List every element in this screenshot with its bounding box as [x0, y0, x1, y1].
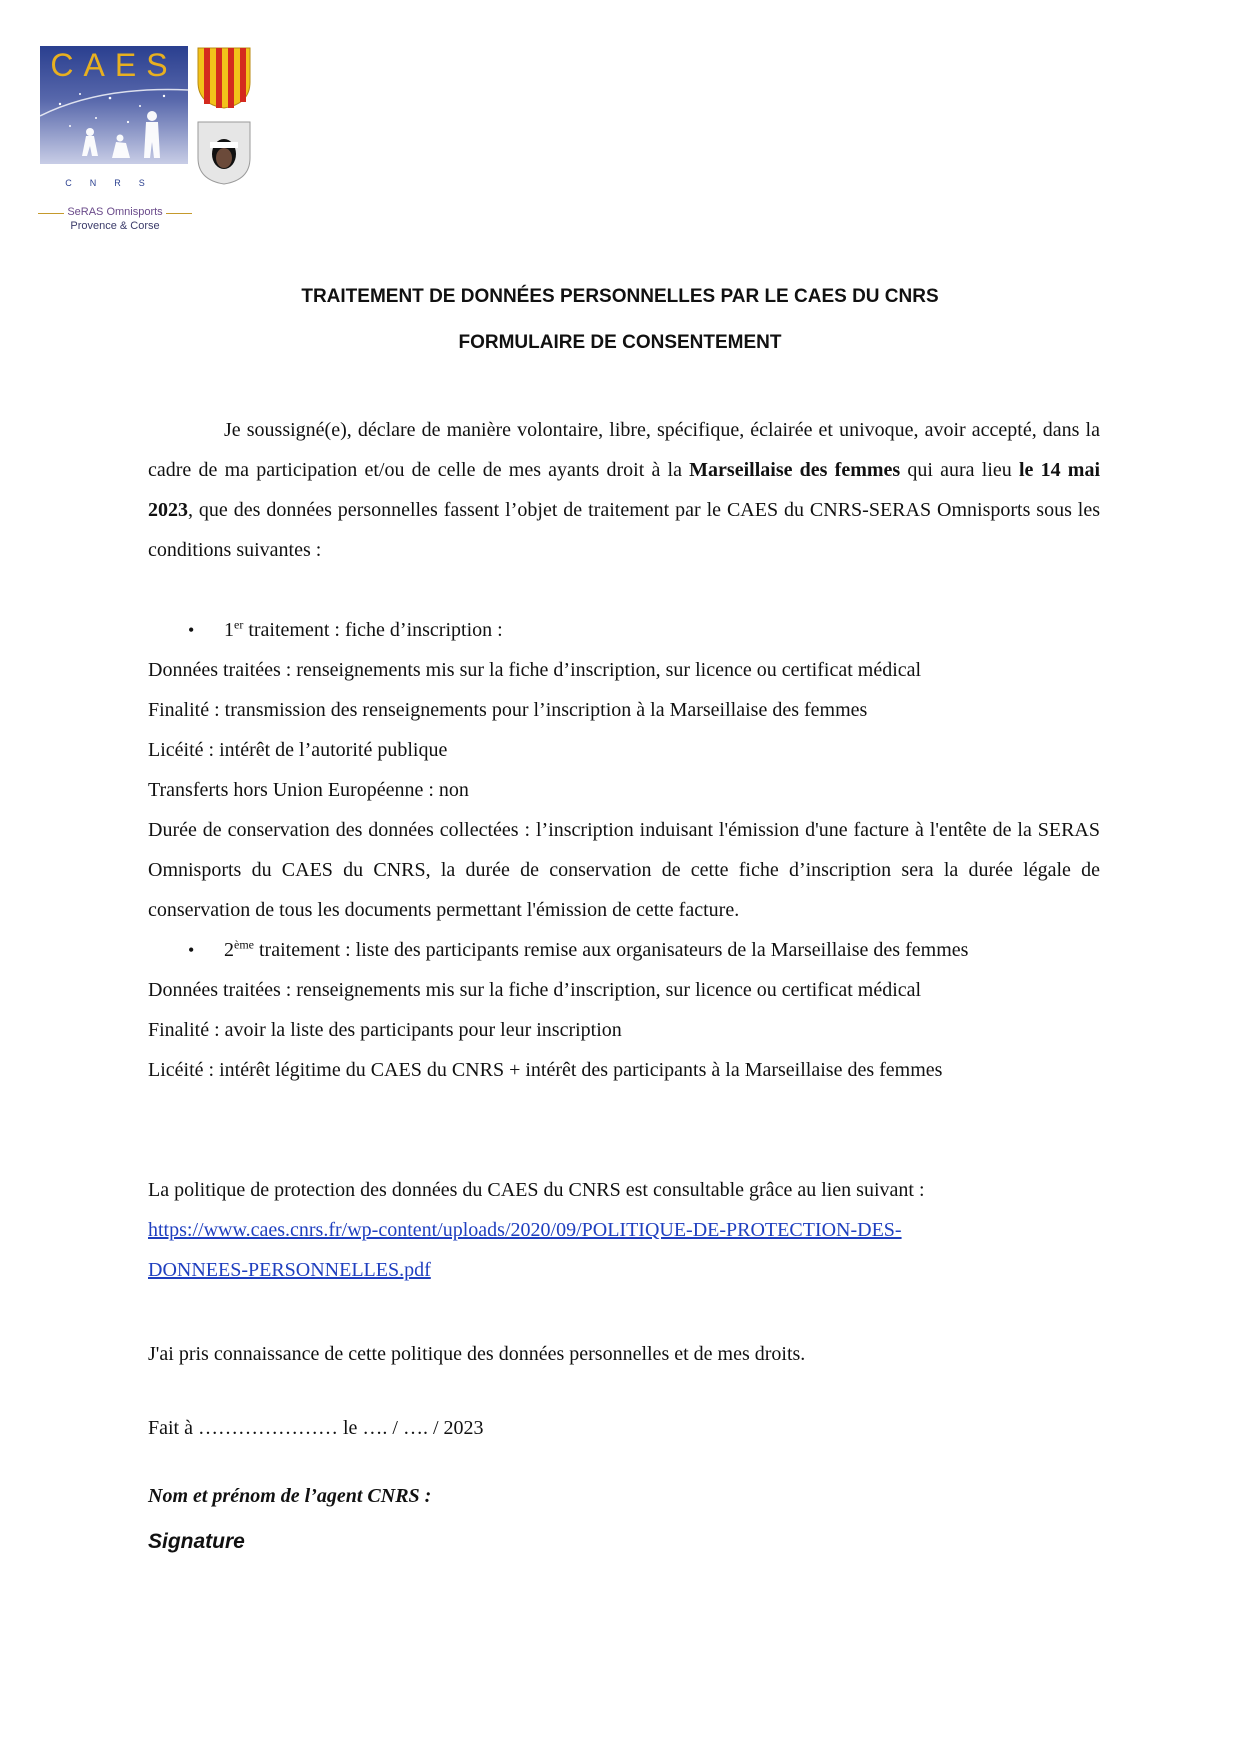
caes-cnrs-logo: [40, 46, 188, 194]
place-date-line: Fait à ………………… le …. / …. / 2023: [148, 1417, 484, 1439]
treatment-2-liceite: Licéité : intérêt légitime du CAES du CNRS + intérêt des participants à la Marseillaise des femmes: [148, 1059, 943, 1081]
event-name: Marseillaise des femmes: [689, 459, 901, 481]
treatment-1-duree: Durée de conservation des données collectées : l’inscription induisant l'émission d'une facture à l'entête de la SERAS Omnisports du CAES du CNRS, la durée de conservation de cette fiche d’inscription sera la durée légale de conservation de tous les documents permettant l'émission de cette facture.: [148, 819, 1100, 921]
bullet-icon: •: [188, 940, 195, 960]
document-subtitle: FORMULAIRE DE CONSENTEMENT: [458, 332, 782, 353]
treatments-section: [148, 610, 1100, 1090]
corsica-coat-of-arms-icon: [196, 120, 252, 186]
treatment-1-heading: • 1er traitement : fiche d’inscription :: [148, 610, 1100, 650]
treatment-2-heading: • 2ème traitement : liste des participants remise aux organisateurs de la Marseillaise des femmes: [148, 930, 1100, 970]
treatment-2-donnees: Données traitées : renseignements mis sur la fiche d’inscription, sur licence ou certificat médical: [148, 979, 922, 1001]
intro-text-1: Je soussigné(e), déclare de manière volontaire, libre, spécifique, éclairée et univoque, avoir accepté, dans la cadre de ma participation et/ou de celle de mes ayants droit à la: [148, 419, 1100, 481]
treatment-1-transferts: Transferts hors Union Européenne : non: [148, 779, 469, 801]
caes-logo-text: CAES: [50, 47, 178, 83]
policy-paragraph: [148, 1170, 1100, 1290]
acknowledgement-text: J'ai pris connaissance de cette politique des données personnelles et de mes droits.: [148, 1343, 806, 1365]
treatment-1-finalite: Finalité : transmission des renseignements pour l’inscription à la Marseillaise des femmes: [148, 699, 868, 721]
treatment-1-liceite: Licéité : intérêt de l’autorité publique: [148, 739, 448, 761]
document-title: TRAITEMENT DE DONNÉES PERSONNELLES PAR LE CAES DU CNRS: [301, 286, 939, 307]
cnrs-logo-text: CNRS: [65, 178, 163, 188]
logo-caption: [40, 206, 270, 232]
policy-text: La politique de protection des données du CAES du CNRS est consultable grâce au lien suivant :: [148, 1179, 925, 1201]
treatment-1-donnees: Données traitées : renseignements mis sur la fiche d’inscription, sur licence ou certificat médical: [148, 659, 922, 681]
intro-text-2: qui aura lieu: [900, 459, 1019, 481]
header-logos: [40, 46, 270, 246]
consent-paragraph: [148, 410, 1100, 570]
signature-label: Signature: [148, 1530, 245, 1553]
region-label: Provence & Corse: [70, 220, 160, 232]
bullet-icon: •: [188, 620, 195, 640]
agent-name-label: Nom et prénom de l’agent CNRS :: [148, 1485, 432, 1507]
provence-coat-of-arms-icon: [196, 46, 252, 110]
seras-label: SeRAS Omnisports: [40, 206, 190, 218]
intro-text-3: , que des données personnelles fassent l’objet de traitement par le CAES du CNRS-SERAS Omnisports sous les conditions suivantes :: [148, 499, 1100, 561]
event-date: le 14 mai 2023: [148, 459, 1101, 521]
policy-link[interactable]: https://www.caes.cnrs.fr/wp-content/uploads/2020/09/POLITIQUE-DE-PROTECTION-DES- DONNEES-PERSONNELLES.pdf: [148, 1219, 902, 1281]
treatment-2-finalite: Finalité : avoir la liste des participants pour leur inscription: [148, 1019, 622, 1041]
